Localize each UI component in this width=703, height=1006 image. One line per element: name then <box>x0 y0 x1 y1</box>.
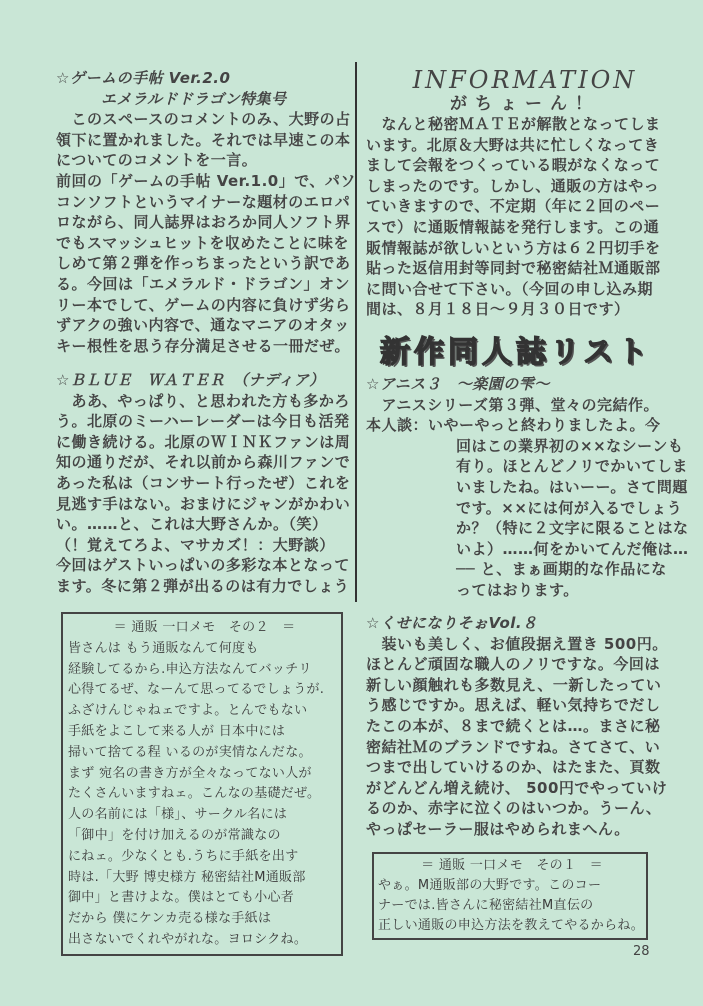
text-line: ── と、まぁ画期的な作品にな <box>456 560 667 579</box>
text-lines <box>63 614 341 951</box>
text-line: まして会報をつくっている暇がなくなって <box>366 156 661 175</box>
text-line: キー根性を思う存分満足させる一冊だぜ。 <box>56 336 351 355</box>
kuse-ni-nari-soo-section <box>366 613 668 840</box>
text-line: 出さないでくれやがれな。ヨロシクね。 <box>68 931 308 947</box>
text-line: ＝ 通販 一口メモ その２ ＝ <box>113 620 296 635</box>
text-line: ってはおります。 <box>456 580 579 599</box>
text-line: 有り。ほとんどノリでかいてしま <box>456 457 688 476</box>
text-line: つまで出していけるのか、はたまた、頁数 <box>366 758 661 777</box>
text-line: 密結社Ｍのブランドですね。さてさて、い <box>366 737 661 756</box>
text-line: に問い合せて下さい。（今回の申し込み期 <box>366 279 654 298</box>
text-line: たくさんいますねェ。こんなの基礎だぜ。 <box>68 786 321 802</box>
text-line: やぁ。M通販部の大野です。このコー <box>378 878 602 893</box>
intro-line: アニスシリーズ第３弾、堂々の完結作。 <box>366 395 660 414</box>
text-line: このスペースのコメントのみ、大野の占 <box>56 110 351 129</box>
text-line: 新しい顔触れも多数見え、一新したってい <box>366 675 662 694</box>
section-title: ☆ゲームの手帖 Ver.2.0 <box>56 69 231 87</box>
text-line: にねェ。少なくとも.うちに手紙を出す <box>68 848 299 864</box>
mail-order-memo-2 <box>61 612 343 956</box>
text-line: 正しい通販の申込方法を教えてやるからね。 <box>378 918 645 933</box>
text-line: 「御中」を付け加えるのが常識なの <box>68 827 281 843</box>
section-subtitle: エメラルドドラゴン特集号 <box>101 89 287 108</box>
text-line: 手紙をよこして来る人が 日本中には <box>68 723 286 739</box>
text-lines <box>366 114 684 320</box>
text-line: スで）に通販情報誌を発行します。この通 <box>366 217 660 236</box>
text-line: いよ）……何をかいてんだ俺は… <box>456 539 689 558</box>
text-line: なんと秘密ＭＡＴＥが解散となってしま <box>366 115 661 133</box>
text-line: 装いも美しく、お値段据え置き 500円。 <box>366 634 668 653</box>
section-title: ☆くせになりそぉVol.８ <box>366 614 538 632</box>
text-line: 貼った返信用封等同封で秘密結社Ｍ通販部 <box>366 259 661 278</box>
information-heading: INFORMATION <box>412 66 638 94</box>
text-line: しまったのです。しかし、通販の方はやっ <box>366 176 660 195</box>
text-line: 知の通りだが、それ以前から森川ファンで <box>56 453 351 472</box>
information-subheading: がちょーん！ <box>450 94 600 114</box>
text-line: まず 宛名の書き方が全々なってない人が <box>68 765 312 781</box>
text-lines <box>56 109 356 356</box>
text-line: たこの本が、８まで続くとは…。まさに秘 <box>366 716 661 735</box>
text-line: 御中」と書けよな。僕はとても小心者 <box>68 890 295 906</box>
text-line: だから 僕にケンカ売る様な手紙は <box>68 911 272 927</box>
text-line: です。××には何が入るでしょう <box>456 498 683 517</box>
text-line: 領下に置かれました。それでは早速この本 <box>56 130 351 149</box>
text-line: がどんどん増え続け、 500円でやっていけ <box>366 778 668 797</box>
text-line: 皆さんは もう通販なんて何度も <box>68 640 259 656</box>
text-line: 掃いて捨てる程 いるのが実情なんだな。 <box>68 744 312 760</box>
text-lines <box>366 634 668 840</box>
text-line: るのか、赤字に泣くのはいつか。うーん、 <box>366 799 662 818</box>
text-line: ていきますので、不定期（年に２回のペー <box>366 197 661 216</box>
section-title: ☆ＢＬＵＥ ＷＡＴＥＲ （ナディア） <box>56 371 325 389</box>
anis-3-section <box>366 374 689 601</box>
text-line: い。……と、これは大野さんか。（笑） <box>56 515 328 534</box>
text-lines <box>374 854 646 936</box>
section-title: ☆アニス３ ～楽園の雫～ <box>366 375 550 393</box>
text-line: ああ、やっぱり、と思われた方も多かろ <box>56 391 350 410</box>
text-line: 心得てるぜ、なーんて思ってるでしょうが. <box>68 682 325 698</box>
text-line: います。北原＆大野は共に忙しくなってき <box>366 135 660 154</box>
text-line: やっぱセーラー服はやめられまへん。 <box>366 819 630 838</box>
text-line: う感じですか。思えば、軽い気持ちでだし <box>366 696 661 715</box>
text-line: 見逃す手はない。おまけにジャンがかわい <box>56 494 351 513</box>
text-line: ナーでは.皆さんに秘密結社M直伝の <box>378 898 594 913</box>
text-line: う。北原のミーハーレーダーは今日も活発 <box>56 412 350 431</box>
text-line: いましたね。はいーー。さて問題 <box>456 477 688 496</box>
information-section <box>366 66 684 320</box>
text-line: に働き続ける。北原のＷＩＮＫファンは周 <box>56 432 351 451</box>
text-lines <box>56 391 350 597</box>
text-line: 販情報誌が欲しいという方は６２円切手を <box>366 238 661 257</box>
text-line: ます。冬に第２弾が出るのは有力でしょう <box>56 576 350 595</box>
text-line: 回はこの業界初の××なシーンも <box>456 436 684 455</box>
text-line: ふざけんじゃねェですよ。とんでもない <box>68 703 308 719</box>
text-line: あった私は（コンサート行ったぜ）これを <box>56 473 351 492</box>
text-line: についてのコメントを一言。 <box>56 151 258 170</box>
text-line: リー本でして、ゲームの内容に負けず劣ら <box>56 295 351 314</box>
comment-line: いやーやっと終わりましたよ。今 <box>428 416 661 435</box>
text-line: か？（特に２文字に限ることはな <box>456 519 689 538</box>
text-line: ＝ 通販 一口メモ その１ ＝ <box>421 858 603 873</box>
text-line: る。今回は「エメラルド・ドラゴン」オン <box>56 274 351 293</box>
text-line: 間は、８月１８日～９月３０日です） <box>366 300 630 319</box>
mail-order-memo-1 <box>372 852 648 940</box>
text-line: ロながら、同人誌界はおろか同人ソフト界 <box>56 213 351 232</box>
text-line: ずアクの強い内容で、通なマニアのオタッ <box>56 316 350 335</box>
text-line: 前回の「ゲームの手帖 Ver.1.0」で、パソ <box>56 171 356 190</box>
text-line: 時は.「大野 博史様方 秘密結社M通販部 <box>68 869 306 885</box>
text-line: 今回はゲストいっぱいの多彩な本となって <box>56 556 350 575</box>
text-line: でもスマッシュヒットを収めたことに味を <box>56 233 349 252</box>
page-number: 28 <box>633 944 650 959</box>
new-doujinshi-list-heading: 新作同人誌リスト <box>380 335 652 370</box>
text-line: （！覚えてろよ、マサカズ！：大野談） <box>56 535 335 554</box>
text-line: 経験してるから.申込方法なんてバッチリ <box>68 661 312 677</box>
text-line: コンソフトというマイナーな題材のエロパ <box>56 192 351 211</box>
blue-water-section <box>56 370 350 597</box>
game-notebook-section <box>56 68 356 356</box>
text-line: しめて第２弾を作っちまったという訳であ <box>56 254 351 273</box>
speaker-label: 本人談： <box>366 416 429 435</box>
text-lines <box>366 436 689 601</box>
text-line: 人の名前には「様」、サークル名には <box>68 807 288 823</box>
text-line: ほとんど頑固な職人のノリですな。今回は <box>366 655 660 674</box>
